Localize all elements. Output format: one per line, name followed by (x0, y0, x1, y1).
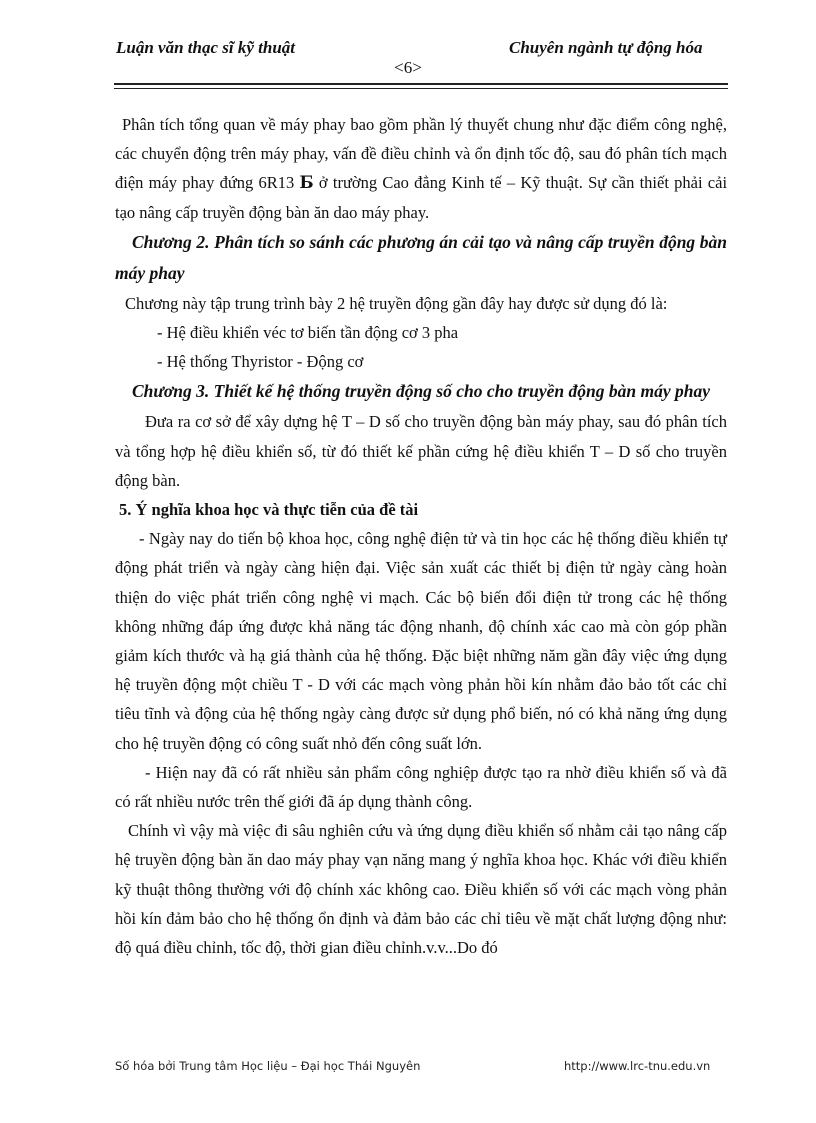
footer-source: Số hóa bởi Trung tâm Học liệu – Đại học Thái Nguyên (115, 1059, 421, 1073)
cyrillic-symbol: Б (299, 173, 314, 193)
footer-url: http://www.lrc-tnu.edu.vn (564, 1059, 711, 1073)
header-thesis-title: Luận văn thạc sĩ kỹ thuật (116, 38, 296, 57)
section5-heading: 5. Ý nghĩa khoa học và thực tiễn của đề tài (119, 500, 419, 520)
section5-paragraph-2: - Hiện nay đã có rất nhiều sản phẩm công nghiệp được tạo ra nhờ điều khiển số và đã có rất nhiều nước trên thế giới đã áp dụng thành công. (115, 762, 727, 812)
chapter3-heading: Chương 3. Thiết kế hệ thống truyền động số cho cho truyền động bàn máy phay (132, 381, 711, 402)
header-rule-thin (114, 88, 728, 89)
chapter2-heading: Chương 2. Phân tích so sánh các phương án cải tạo và nâng cấp truyền động bàn máy phay (115, 231, 727, 283)
body-text (115, 110, 727, 962)
page-number: <6> (394, 58, 422, 77)
chapter3-summary: Đưa ra cơ sở để xây dựng hệ T – D số cho truyền động bàn máy phay, sau đó phân tích và tổng hợp hệ điều khiển số, từ đó thiết kế phần cứng hệ điều khiển T – D số cho truyền động bàn. (115, 412, 727, 490)
list-item: - Hệ điều khiển véc tơ biến tần động cơ 3 pha (157, 323, 459, 343)
chapter2-intro: Chương này tập trung trình bày 2 hệ truyền động gần đây hay được sử dụng đó là: (125, 293, 668, 313)
header-rule-thick (114, 83, 728, 85)
header-major: Chuyên ngành tự động hóa (509, 38, 703, 57)
list-item: - Hệ thống Thyristor - Động cơ (157, 352, 364, 372)
section5-paragraph-3: Chính vì vậy mà việc đi sâu nghiên cứu và ứng dụng điều khiển số nhằm cải tạo nâng cấp hệ truyền động bàn ăn dao máy phay vạn năng mang ý nghĩa khoa học. Khác với điều khiển kỹ thuật thông thường với độ chính xác không cao. Điều khiển số với các mạch vòng phản hồi kín đảm bảo cho hệ thống ổn định và đảm bảo các chỉ tiêu về mặt chất lượng động như: độ quá điều chỉnh, tốc độ, thời gian điều chỉnh.v.v...Do đó (115, 821, 727, 958)
section5-paragraph-1: - Ngày nay do tiến bộ khoa học, công nghệ điện tử và tin học các hệ thống điều khiển tự động phát triển và ngày càng hiện đại. Việc sản xuất các thiết bị điện tử ngày càng hoàn thiện do việc phát triển công nghệ vi mạch. Các bộ biến đổi điện tử trong các hệ thống không những đáp ứng được khả năng tác động nhanh, độ chính xác cao mà còn góp phần giảm kích thước và hạ giá thành của hệ thống. Đặc biệt những năm gần đây việc ứng dụng hệ truyền động một chiều T - D với các mạch vòng phản hồi kín nhằm đảo bảo tốt các chỉ tiêu tĩnh và động của hệ thống ngày càng được sử dụng phổ biến, nó có khả năng ứng dụng cho hệ truyền động có công suất nhỏ đến công suất lớn. (115, 529, 727, 753)
chapter1-summary: Phân tích tổng quan về máy phay bao gồm phần lý thuyết chung như đặc điểm công nghệ, các chuyển động trên máy phay, vấn đề điều chỉnh và ổn định tốc độ, sau đó phân tích mạch điện máy phay đứng 6R13 Б ở trường Cao đẳng Kinh tế – Kỹ thuật. Sự cần thiết phải cải tạo nâng cấp truyền động bàn ăn dao máy phay. (115, 115, 728, 222)
